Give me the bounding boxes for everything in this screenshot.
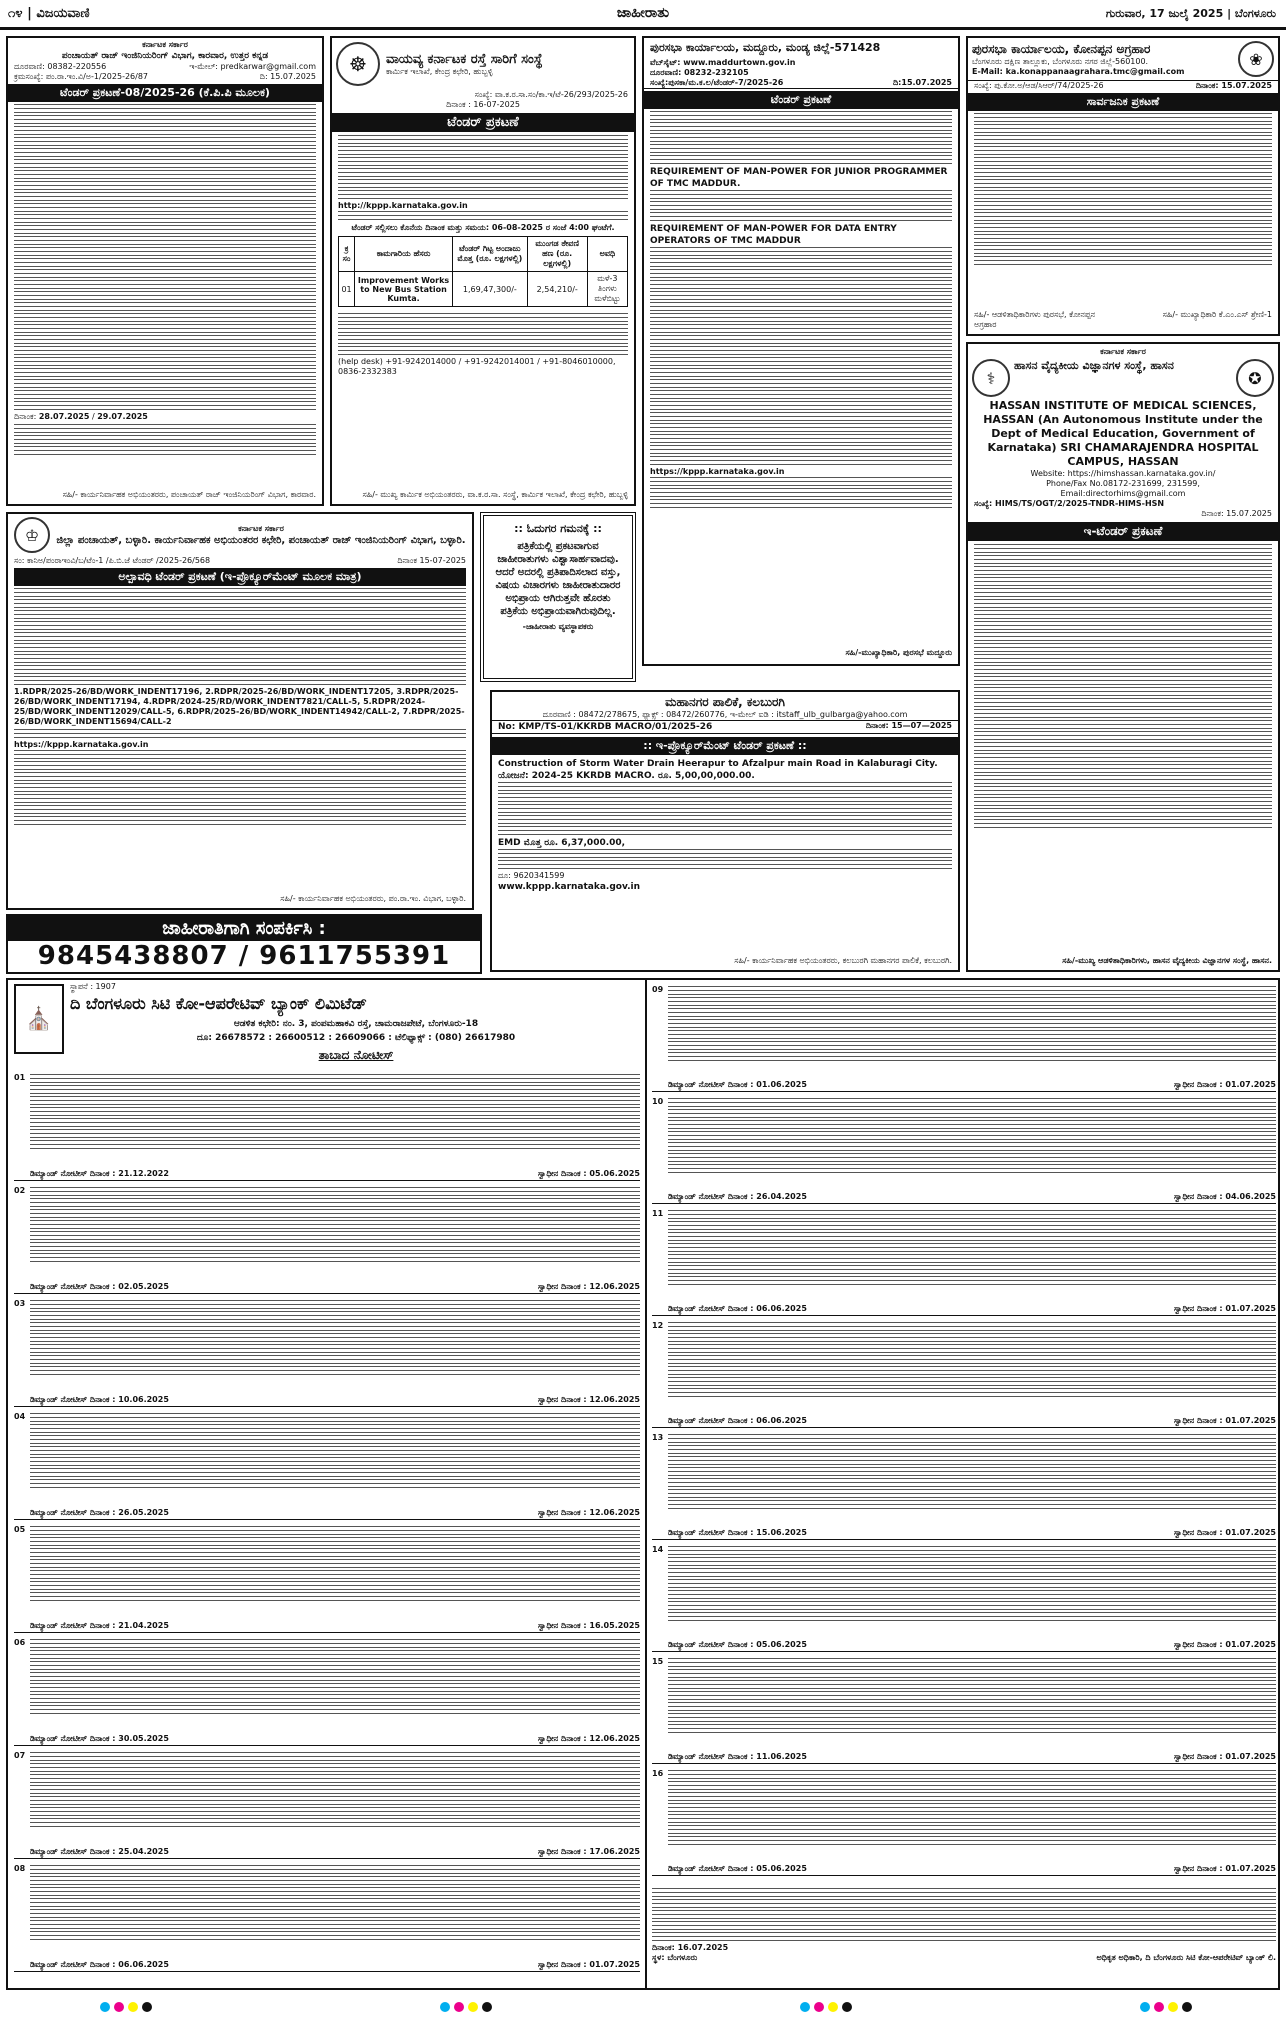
possession-date: ಸ್ವಾಧೀನ ದಿನಾಂಕ : 12.06.2025 (537, 1508, 640, 1517)
nwkrtc-table (338, 236, 628, 307)
karnataka-emblem-icon: ♔ (14, 517, 50, 553)
maddur-web[interactable]: ವೆಬ್‌ಸೈಟ್: www.maddurtown.gov.in (650, 58, 796, 67)
kalaburagi-emd: EMD ಮೊತ್ತ ರೂ. 6,37,000.00, (498, 838, 626, 848)
list-item (652, 1432, 1276, 1540)
entry-number: 09 (652, 985, 664, 994)
maddur-footer: ಸಹಿ/-ಮುಖ್ಯಾಧಿಕಾರಿ, ಪುರಸಭೆ ಮದ್ದೂರು (845, 648, 952, 657)
possession-date: ಸ್ವಾಧೀನ ದಿನಾಂಕ : 01.07.2025 (1173, 1752, 1276, 1761)
possession-date: ಸ್ವಾಧೀನ ದಿನಾಂಕ : 01.07.2025 (1173, 1864, 1276, 1873)
page-number: ೧೪ | ವಿಜಯವಾಣಿ (8, 6, 90, 21)
nwkrtc-notice-band: ಟೆಂಡರ್ ಪ್ರಕಟಣೆ (332, 113, 634, 132)
kalaburagi-scheme: 2024-25 KKRDB MACRO. (531, 771, 655, 781)
list-item (652, 1208, 1276, 1316)
maddur-item2: REQUIREMENT OF MAN-POWER FOR DATA ENTRY OPERATORS OF TMC MADDUR (650, 224, 897, 246)
masthead (0, 0, 1286, 30)
th-sl: ಕ್ರ ಸಂ (339, 237, 355, 272)
nwkrtc-date: ದಿನಾಂಕ : 16-07-2025 (446, 100, 520, 109)
entry-number: 06 (14, 1638, 26, 1647)
kalaburagi-work: Construction of Storm Water Drain Heerapur to Afzalpur main Road in Kalaburagi City. (498, 759, 938, 769)
demand-notice-date: ಡಿಮ್ಯಾಂಡ್ ನೋಟೀಸ್ ದಿನಾಂಕ : 05.06.2025 (668, 1864, 807, 1873)
entry-number: 13 (652, 1433, 664, 1442)
konappana-notice-band: ಸಾರ್ವಜನಿಕ ಪ್ರಕಟಣೆ (968, 93, 1278, 111)
ballari-title: ಜಿಲ್ಲಾ ಪಂಚಾಯತ್, ಬಳ್ಳಾರಿ. ಕಾರ್ಯನಿರ್ವಾಹಕ ಅಭಿಯಂತರರ ಕಛೇರಿ, ಪಂಚಾಯತ್ ರಾಜ್ ಇಂಜಿನಿಯರಿಂಗ್ ವಿಭಾಗ, ಬಳ್ಳಾರಿ. (56, 534, 466, 546)
section-title: ಜಾಹೀರಾತು (616, 5, 670, 21)
kalaburagi-phone: ದೂರವಾಣಿ : 08472/278675, ಫ್ಯಾಕ್ಸ್ : 08472/260776, ಇ-ಮೇಲ್ ಐಡಿ : itstaff_ulb_gulbarga@yahoo.com (542, 710, 908, 719)
th-amount: ಟೆಂಡರ್ ಗಿಟ್ಟ ಅಂದಾಜು ಮೊತ್ತ (ರೂ. ಲಕ್ಷಗಳಲ್ಲಿ) (453, 237, 528, 272)
contact-numbers[interactable]: 9845438807 / 9611755391 (37, 941, 451, 971)
konappana-body (968, 113, 1278, 265)
gov-label: ಕರ್ನಾಟಕ ಸರ್ಕಾರ (142, 40, 188, 49)
possession-date: ಸ್ವಾಧೀನ ದಿನಾಂಕ : 01.07.2025 (1173, 1528, 1276, 1537)
karwar-date2: 29.07.2025 (97, 412, 148, 421)
bank-address: ಆಡಳಿತ ಕಛೇರಿ: ನಂ. 3, ಪಂಪಮಹಾಕವಿ ರಸ್ತೆ, ಚಾಮರಾಜಪೇಟೆ, ಬೆಂಗಳೂರು-18 (233, 1019, 479, 1029)
konappana-footer-right: ಸಹಿ/- ಮುಖ್ಯಾಧಿಕಾರಿ ಕೆ.ಎಂ.ಎಸ್ ಶ್ರೇಣಿ-1 (1162, 310, 1272, 319)
maddur-item1: REQUIREMENT OF MAN-POWER FOR JUNIOR PROGRAMMER OF TMC MADDUR. (650, 167, 948, 189)
kalaburagi-date: ದಿನಾಂಕ: 15—07—2025 (865, 721, 952, 730)
bank-phones: ದೂ: 26678572 : 26600512 : 26609066 : ಟೆಲಿಫ್ಯಾಕ್ಸ್ : (080) 26617980 (196, 1033, 516, 1043)
karwar-phone: ದೂರವಾಣಿ: 08382-220556 (14, 62, 107, 71)
entry-number: 16 (652, 1769, 664, 1778)
karwar-date1: 28.07.2025 (38, 412, 90, 421)
demand-notice-date: ಡಿಮ್ಯಾಂಡ್ ನೋಟೀಸ್ ದಿನಾಂಕ : 25.04.2025 (30, 1847, 169, 1856)
demand-notice-date: ಡಿಮ್ಯಾಂಡ್ ನೋಟೀಸ್ ದಿನಾಂಕ : 11.06.2025 (668, 1752, 807, 1761)
karwar-footer: ಸಹಿ/- ಕಾರ್ಯನಿರ್ವಾಹಕ ಅಭಿಯಂತರರು, ಪಂಚಾಯತ್ ರಾಜ್ ಇಂಜಿನಿಯರಿಂಗ್ ವಿಭಾಗ, ಕಾರವಾರ. (62, 490, 316, 499)
print-registration-marks (0, 1994, 1286, 2020)
entry-number: 15 (652, 1657, 664, 1666)
ballari-ref: ಸಂ: ಕಾನಿಅ/ಪಂರಾಇಂವಿ/ಬ/ಟೆಂ-1 /ಪಿ.ಬಿ.ಜೆ ಟೆಂಡರ್ /2025-26/568 (14, 556, 211, 565)
demand-notice-date: ಡಿಮ್ಯಾಂಡ್ ನೋಟೀಸ್ ದಿನಾಂಕ : 10.06.2025 (30, 1395, 169, 1404)
nwkrtc-footer: ಸಹಿ/- ಮುಖ್ಯ ಕಾರ್ಮಿಕ ಅಭಿಯಂತರರು, ವಾ.ಕ.ರ.ಸಾ. ಸಂಸ್ಥೆ, ಕಾರ್ಮಿಕ ಇಲಾಖೆ, ಕೇಂದ್ರ ಕಛೇರಿ, ಹುಬ್ಬಳ್ಳಿ (362, 490, 628, 499)
possession-date: ಸ್ವಾಧೀನ ದಿನಾಂಕ : 12.06.2025 (537, 1282, 640, 1291)
kalaburagi-footer: ಸಹಿ/- ಕಾರ್ಯನಿರ್ವಾಹಕ ಅಭಿಯಂತರರು, ಕಲಬುರಗಿ ಮಹಾನಗರ ಪಾಲಿಕೆ, ಕಲಬುರಗಿ. (734, 956, 952, 965)
nwkrtc-logo-icon: ☸ (336, 42, 380, 86)
possession-date: ಸ್ವಾಧೀನ ದಿನಾಂಕ : 12.06.2025 (537, 1395, 640, 1404)
readers-notice-title: :: ಓದುಗರ ಗಮನಕ್ಕೆ :: (514, 522, 602, 535)
nwkrtc-ref: ಸಂಖ್ಯೆ: ವಾ.ಕ.ರ.ಸಾ.ಸಂ/ಕಾ.ಇ/ಟೆ-26/293/2025-26 (474, 90, 628, 99)
kalaburagi-body: Construction of Storm Water Drain Heerapur to Afzalpur main Road in Kalaburagi City. ಯೋಜನೆ: 2024-25 KKRDB MACRO. ರೂ. 5,00,00,000.00. EMD ಮೊತ್ತ ರೂ. 6,37,000.00, ದೂ: 9620341599 www.kppp.karnataka.gov.in (492, 758, 958, 893)
hassan-title-en: HASSAN INSTITUTE OF MEDICAL SCIENCES, HASSAN (An Autonomous Institute under the Dept of Medical Education, Government of Karnataka) SRI CHAMARAJENDRA HOSPITAL CAMPUS, HASSAN (983, 399, 1263, 468)
bank-notice-title: ತಾಬಾದ ನೋಟೀಸ್ (318, 1048, 394, 1062)
ballari-url[interactable]: https://kppp.karnataka.gov.in (14, 740, 149, 749)
bank-place: ಸ್ಥಳ: ಬೆಂಗಳೂರು (652, 1953, 698, 1962)
kalaburagi-tender-ad (490, 690, 960, 972)
ad-contact-box (6, 914, 482, 974)
konappana-email[interactable]: E-Mail: ka.konappanaagrahara.tmc@gmail.com (972, 66, 1185, 76)
possession-date: ಸ್ವಾಧೀನ ದಿನಾಂಕ : 01.07.2025 (1173, 1080, 1276, 1089)
cell-period: ಮಳೆ-3 ತಿಂಗಳು ಮಳೆಬಿಟ್ಟು (587, 272, 627, 307)
karwar-tender-ad (6, 36, 324, 506)
bank-divider (645, 980, 647, 1988)
hassan-title-kn: ಹಾಸನ ವೈದ್ಯಕೀಯ ವಿಜ್ಞಾನಗಳ ಸಂಸ್ಥೆ, ಹಾಸನ (1014, 359, 1174, 372)
nwkrtc-sub: ಕಾರ್ಮಿಕ ಇಲಾಖೆ, ಕೇಂದ್ರ ಕಛೇರಿ, ಹುಬ್ಬಳ್ಳಿ (386, 66, 493, 76)
entry-number: 08 (14, 1864, 26, 1873)
demand-notice-date: ಡಿಮ್ಯಾಂಡ್ ನೋಟೀಸ್ ದಿನಾಂಕ : 06.06.2025 (668, 1304, 807, 1313)
readers-notice-body: ಪತ್ರಿಕೆಯಲ್ಲಿ ಪ್ರಕಟವಾಗುವ ಜಾಹೀರಾತುಗಳು ವಿಶ್ವಾಸಾರ್ಹವಾದವು. ಆದರೆ ಅದರಲ್ಲಿ ಪ್ರತಿಪಾದಿಸಲಾದ ವಸ್ತು, ವಿಷಯ ವಿಚಾರಗಳು ಜಾಹೀರಾತುದಾರರ ಅಭಿಪ್ರಾಯ ಆಗಿರುತ್ತವೇ ಹೊರತು ಪತ್ರಿಕೆಯ ಅಭಿಪ್ರಾಯವಾಗಿರುವುದಿಲ್ಲ. (495, 541, 621, 617)
possession-date: ಸ್ವಾಧೀನ ದಿನಾಂಕ : 05.06.2025 (537, 1169, 640, 1178)
ballari-tender-ad (6, 512, 474, 910)
karwar-ref: ಕ್ರಮಸಂಖ್ಯೆ: ಪಂ.ರಾ.ಇಂ.ವಿ/ಅ-1/2025-26/87 (14, 72, 149, 81)
entry-number: 10 (652, 1097, 664, 1106)
kalaburagi-amount: 5,00,00,000.00. (675, 771, 755, 781)
demand-notice-date: ಡಿಮ್ಯಾಂಡ್ ನೋಟೀಸ್ ದಿನಾಂಕ : 30.05.2025 (30, 1734, 169, 1743)
list-item (652, 1544, 1276, 1652)
konappana-title: ಪುರಸಭಾ ಕಾರ್ಯಾಲಯ, ಕೋನಪ್ಪನ ಅಗ್ರಹಾರ (972, 41, 1151, 56)
ballari-indents: 1.RDPR/2025-26/BD/WORK_INDENT17196, 2.RDPR/2025-26/BD/WORK_INDENT17205, 3.RDPR/2025-26/BD/WORK_INDENT17194, 4.RDPR/2024-25/RD/WORK_INDENT7821/CALL-5, 5.RDPR/2024-25/BD/WORK_INDENT12029/CALL-5, 6.RDPR/2025-26/BD/WORK_INDENT14942/CALL-2, 7.RDPR/2025-26/BD/WORK_INDENT15694/CALL-2 (14, 687, 465, 726)
possession-date: ಸ್ವಾಧೀನ ದಿನಾಂಕ : 04.06.2025 (1173, 1192, 1276, 1201)
ballari-footer: ಸಹಿ/- ಕಾರ್ಯನಿರ್ವಾಹಕ ಅಭಿಯಂತರರು, ಪಂ.ರಾ.ಇಂ. ವಿಭಾಗ, ಬಳ್ಳಾರಿ. (280, 894, 466, 903)
konappana-logo-icon: ❀ (1238, 41, 1274, 77)
konappana-ref: ಸಂಖ್ಯೆ: ಪು.ಕೋ.ಅ/ಆಡ/ಸಿಆರ್/74/2025-26 (974, 81, 1104, 90)
entry-number: 02 (14, 1186, 26, 1195)
maddur-body (644, 111, 958, 508)
konappana-date: ದಿನಾಂಕ: 15.07.2025 (1195, 81, 1272, 90)
cell-work: Improvement Works to New Bus Station Kumta. (355, 272, 453, 307)
possession-date: ಸ್ವಾಧೀನ ದಿನಾಂಕ : 01.07.2025 (1173, 1304, 1276, 1313)
th-period: ಅವಧಿ (587, 237, 627, 272)
karwar-date: ದಿ: 15.07.2025 (259, 72, 316, 81)
demand-notice-date: ಡಿಮ್ಯಾಂಡ್ ನೋಟೀಸ್ ದಿನಾಂಕ : 26.04.2025 (668, 1192, 807, 1201)
karwar-email: ಇ-ಮೇಲ್: predkarwar@gmail.com (189, 62, 316, 71)
readers-notice-sign: -ಜಾಹೀರಾತು ವ್ಯವಸ್ಥಾಪಕರು (522, 622, 594, 631)
entry-number: 07 (14, 1751, 26, 1760)
list-item (652, 1768, 1276, 1876)
entry-number: 12 (652, 1321, 664, 1330)
bank-closing (652, 1888, 1276, 1963)
contact-title: ಜಾಹೀರಾತಿಗಾಗಿ ಸಂಪರ್ಕಿಸಿ : (8, 916, 480, 941)
konappana-footer-left: ಸಹಿ/- ಆಡಳಿತಾಧಿಕಾರಿಗಳು ಪುರಸಭೆ, ಕೋನಪ್ಪನ ಅಗ್ರಹಾರ (974, 310, 1096, 329)
list-item (652, 1656, 1276, 1764)
bank-header (8, 980, 646, 1068)
karwar-body: ದಿನಾಂಕ: 28.07.2025 / 29.07.2025 (8, 104, 322, 455)
list-item (14, 1411, 640, 1520)
hassan-seal-icon: ✪ (1236, 359, 1274, 397)
maddur-date: ದಿ:15.07.2025 (893, 78, 952, 87)
nwkrtc-tender-ad (330, 36, 636, 506)
list-item (652, 1096, 1276, 1204)
hassan-notice-band: ಇ-ಟೆಂಡರ್ ಪ್ರಕಟಣೆ (968, 522, 1278, 541)
maddur-tender-ad (642, 36, 960, 666)
nwkrtc-body (332, 135, 634, 377)
entry-number: 01 (14, 1073, 26, 1082)
maddur-title: ಪುರಸಭಾ ಕಾರ್ಯಾಲಯ, ಮದ್ದೂರು, ಮಂಡ್ಯ ಜಿಲ್ಲೆ-571428 (650, 41, 881, 54)
kalaburagi-phone2: 9620341599 (513, 871, 565, 880)
demand-notice-date: ಡಿಮ್ಯಾಂಡ್ ನೋಟೀಸ್ ದಿನಾಂಕ : 26.05.2025 (30, 1508, 169, 1517)
bank-logo-icon: ⛪ (14, 984, 64, 1054)
possession-date: ಸ್ವಾಧೀನ ದಿನಾಂಕ : 17.06.2025 (537, 1847, 640, 1856)
possession-date: ಸ್ವಾಧೀನ ದಿನಾಂಕ : 16.05.2025 (537, 1621, 640, 1630)
nwkrtc-helpdesk: (help desk) +91-9242014000 / +91-9242014001 / +91-8046010000, 0836-2332383 (338, 357, 616, 376)
demand-notice-date: ಡಿಮ್ಯಾಂಡ್ ನೋಟೀಸ್ ದಿನಾಂಕ : 05.06.2025 (668, 1640, 807, 1649)
karwar-title: ಪಂಚಾಯತ್ ರಾಜ್ ಇಂಜಿನಿಯರಿಂಗ್ ವಿಭಾಗ, ಕಾರವಾರ, ಉತ್ತರ ಕನ್ನಡ (61, 51, 269, 61)
konappana-notice-ad (966, 36, 1280, 336)
list-item (652, 984, 1276, 1092)
konappana-sub: ಬೆಂಗಳೂರು ದಕ್ಷಿಣ ತಾಲ್ಲೂಕು, ಬೆಂಗಳೂರು ನಗರ ಜಿಲ್ಲೆ-560100. (972, 56, 1149, 66)
cell-emd: 2,54,210/- (527, 272, 587, 307)
table-row (339, 272, 628, 307)
hassan-logo-icon: ⚕ (972, 359, 1010, 397)
entry-number: 04 (14, 1412, 26, 1421)
demand-notice-date: ಡಿಮ್ಯಾಂಡ್ ನೋಟೀಸ್ ದಿನಾಂಕ : 02.05.2025 (30, 1282, 169, 1291)
bank-left-column (14, 1072, 640, 1982)
nwkrtc-title: ವಾಯವ್ಯ ಕರ್ನಾಟಕ ರಸ್ತೆ ಸಾರಿಗೆ ಸಂಸ್ಥೆ (386, 51, 543, 67)
entry-number: 05 (14, 1525, 26, 1534)
readers-notice-box (480, 512, 636, 682)
maddur-notice-band: ಟೆಂಡರ್ ಪ್ರಕಟಣೆ (644, 91, 958, 109)
possession-date: ಸ್ವಾಧೀನ ದಿನಾಂಕ : 01.07.2025 (1173, 1416, 1276, 1425)
cell-amount: 1,69,47,300/- (453, 272, 528, 307)
hassan-phone: Phone/Fax No.08172-231699, 231599, (1046, 479, 1200, 488)
maddur-ref: ಸಂಖ್ಯೆ:ಪುಸಕಾ/ಮ.ಕ.ಲ/ಟೆಂಡರ್-7/2025-26 (650, 78, 784, 87)
ballari-gov: ಕರ್ನಾಟಕ ಸರ್ಕಾರ (238, 523, 284, 533)
possession-date: ಸ್ವಾಧೀನ ದಿನಾಂಕ : 12.06.2025 (537, 1734, 640, 1743)
ballari-body (8, 588, 472, 825)
cell-sl: 01 (339, 272, 355, 307)
hassan-tender-ad (966, 342, 1280, 972)
bank-since: ಸ್ಥಾಪನೆ : 1907 (70, 982, 116, 991)
demand-notice-date: ಡಿಮ್ಯಾಂಡ್ ನೋಟೀಸ್ ದಿನಾಂಕ : 01.06.2025 (668, 1080, 807, 1089)
hassan-email[interactable]: Email:directorhims@gmail.com (1060, 489, 1186, 498)
entry-number: 11 (652, 1209, 664, 1218)
list-item (14, 1298, 640, 1407)
hassan-gov: ಕರ್ನಾಟಕ ಸರ್ಕಾರ (1100, 347, 1146, 356)
th-emd: ಮುಂಗಡ ಠೇವಣಿ ಹಣ (ರೂ. ಲಕ್ಷಗಳಲ್ಲಿ) (527, 237, 587, 272)
hassan-ref: ಸಂಖ್ಯೆ: HIMS/TS/OGT/2/2025-TNDR-HIMS-HSN (974, 499, 1165, 508)
maddur-url[interactable]: https://kppp.karnataka.gov.in (650, 467, 785, 476)
bank-title: ದಿ ಬೆಂಗಳೂರು ಸಿಟಿ ಕೋ-ಆಪರೇಟಿವ್ ಬ್ಯಾಂಕ್ ಲಿಮಿಟೆಡ್ (70, 994, 367, 1013)
kalaburagi-title: ಮಹಾನಗರ ಪಾಲಿಕೆ, ಕಲಬುರಗಿ (665, 695, 785, 709)
maddur-phone: ದೂರವಾಣಿ: 08232-232105 (650, 68, 749, 77)
bank-right-column (652, 984, 1276, 1884)
demand-notice-date: ಡಿಮ್ಯಾಂಡ್ ನೋಟೀಸ್ ದಿನಾಂಕ : 15.06.2025 (668, 1528, 807, 1537)
th-work: ಕಾಮಗಾರಿಯ ಹೆಸರು (355, 237, 453, 272)
nwkrtc-deadline: ಟೆಂಡರ್ ಸಲ್ಲಿಸಲು ಕೊನೆಯ ದಿನಾಂಕ ಮತ್ತು ಸಮಯ: 06-08-2025 ರ ಸಂಜೆ 4:00 ಘಂಟೆಗೆ. (351, 223, 615, 232)
ballari-notice-band: ಅಲ್ಪಾವಧಿ ಟೆಂಡರ್ ಪ್ರಕಟಣೆ (ಇ-ಪ್ರೊಕ್ಯೂರ್‌ಮೆಂಟ್ ಮೂಲಕ ಮಾತ್ರ) (14, 568, 466, 586)
nwkrtc-url[interactable]: http://kppp.karnataka.gov.in (338, 201, 468, 210)
karwar-notice-band: ಟೆಂಡರ್ ಪ್ರಕಟಣೆ-08/2025-26 (ಕೆ.ಪಿ.ಪಿ ಮೂಲಕ) (8, 84, 322, 102)
bank-date: ದಿನಾಂಕ: 16.07.2025 (652, 1943, 729, 1952)
entry-number: 14 (652, 1545, 664, 1554)
list-item (14, 1637, 640, 1746)
hassan-web[interactable]: Website: https://himshassan.karnataka.gov.in/ (1030, 469, 1216, 478)
list-item (652, 1320, 1276, 1428)
ballari-date: ದಿನಾಂಕ 15-07-2025 (397, 556, 466, 565)
list-item (14, 1863, 640, 1972)
possession-date: ಸ್ವಾಧೀನ ದಿನಾಂಕ : 01.07.2025 (1173, 1640, 1276, 1649)
hassan-footer: ಸಹಿ/-ಮುಖ್ಯ ಆಡಳಿತಾಧಿಕಾರಿಗಳು, ಹಾಸನ ವೈದ್ಯಕೀಯ ವಿಜ್ಞಾನಗಳ ಸಂಸ್ಥೆ, ಹಾಸನ. (1062, 956, 1272, 965)
hassan-body (968, 544, 1278, 828)
demand-notice-date: ಡಿಮ್ಯಾಂಡ್ ನೋಟೀಸ್ ದಿನಾಂಕ : 21.12.2022 (30, 1169, 169, 1178)
list-item (14, 1750, 640, 1859)
list-item (14, 1524, 640, 1633)
demand-notice-date: ಡಿಮ್ಯಾಂಡ್ ನೋಟೀಸ್ ದಿನಾಂಕ : 06.06.2025 (30, 1960, 169, 1969)
possession-date: ಸ್ವಾಧೀನ ದಿನಾಂಕ : 01.07.2025 (537, 1960, 640, 1969)
demand-notice-date: ಡಿಮ್ಯಾಂಡ್ ನೋಟೀಸ್ ದಿನಾಂಕ : 06.06.2025 (668, 1416, 807, 1425)
bank-possession-notice (6, 978, 1280, 1990)
demand-notice-date: ಡಿಮ್ಯಾಂಡ್ ನೋಟೀಸ್ ದಿನಾಂಕ : 21.04.2025 (30, 1621, 169, 1630)
kalaburagi-notice-band: :: ಇ-ಪ್ರೊಕ್ಯೂರ್‌ಮೆಂಟ್ ಟೆಂಡರ್ ಪ್ರಕಟಣೆ :: (492, 737, 958, 755)
bank-sign: ಅಧಿಕೃತ ಅಧಿಕಾರಿ, ದಿ ಬೆಂಗಳೂರು ಸಿಟಿ ಕೋ-ಆಪರೇಟಿವ್ ಬ್ಯಾಂಕ್ ಲಿ. (1096, 1953, 1276, 1962)
issue-date: ಗುರುವಾರ, 17 ಜುಲೈ 2025 | ಬೆಂಗಳೂರು (1105, 7, 1276, 20)
list-item (14, 1185, 640, 1294)
hassan-date: ದಿನಾಂಕ: 15.07.2025 (1201, 509, 1272, 518)
list-item (14, 1072, 640, 1181)
entry-number: 03 (14, 1299, 26, 1308)
kalaburagi-ref: No: KMP/TS-01/KKRDB MACRO/01/2025-26 (498, 722, 713, 732)
kalaburagi-url[interactable]: www.kppp.karnataka.gov.in (498, 882, 641, 892)
